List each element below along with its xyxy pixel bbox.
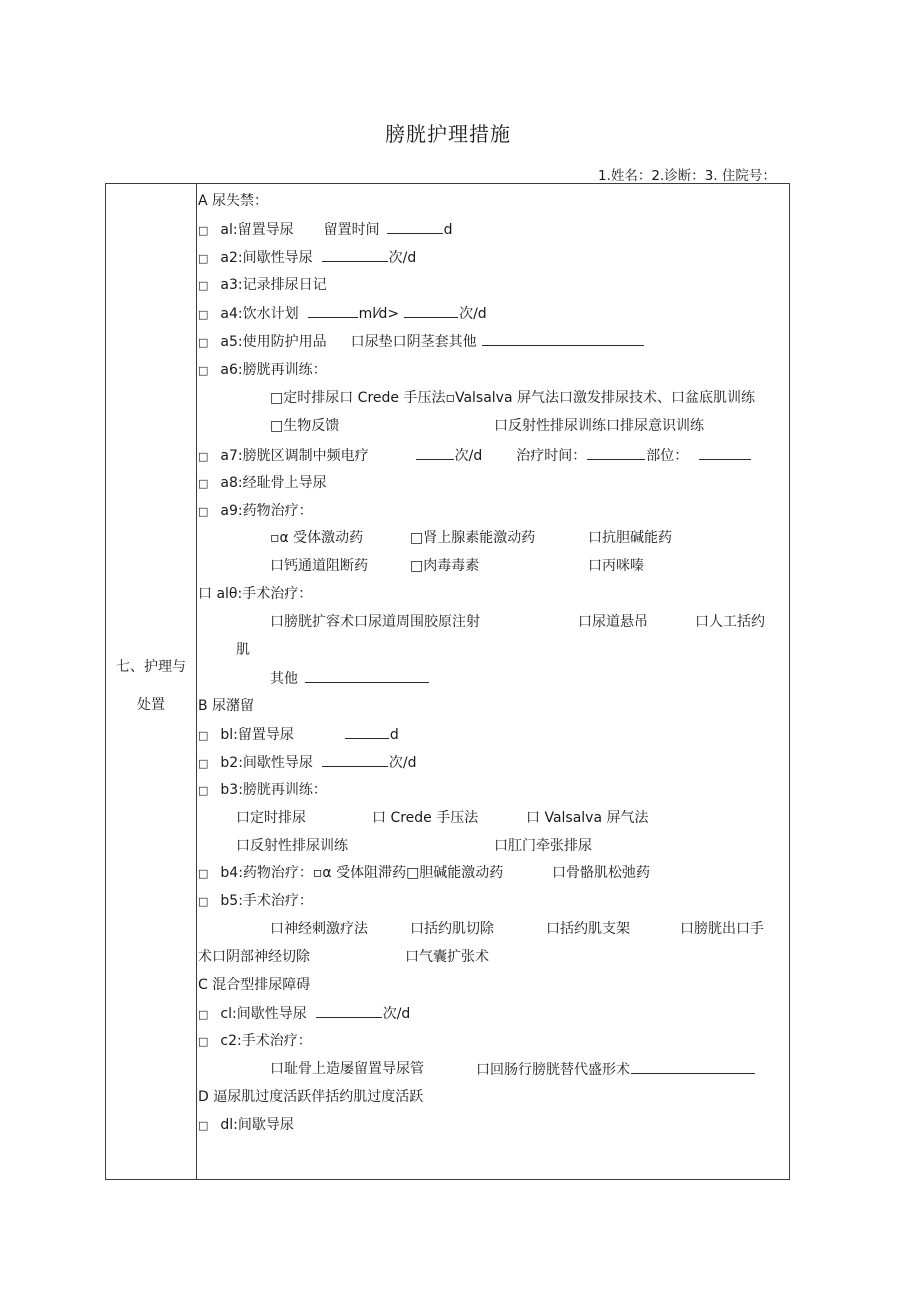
item-b5-option-nerve-stim[interactable]: 口神经刺激疗法 [270, 921, 368, 937]
column-divider [196, 183, 197, 1180]
item-a5-options[interactable]: 口尿垫口阴茎套其他 [350, 334, 477, 350]
item-a7-site-label: 部位： [646, 448, 689, 464]
item-a7-label: a7:膀胱区调制中频电疗 [220, 448, 369, 464]
checkbox[interactable]: □ [198, 252, 209, 265]
checkbox[interactable]: □ [198, 505, 209, 518]
checkbox[interactable]: □ [198, 450, 209, 463]
item-a2-label: a2:间歇性导尿 [220, 250, 313, 266]
item-a1-unit: d [443, 222, 453, 238]
checkbox[interactable]: □ [198, 1008, 209, 1021]
item-a3-label: a3:记录排尿日记 [220, 277, 327, 293]
checkbox[interactable]: □ [198, 224, 209, 237]
page-title: 膀胱护理措施 [385, 122, 511, 146]
item-a10-option-wrap: 肌 [236, 642, 250, 658]
item-a4-volume-blank[interactable] [308, 303, 358, 318]
item-a9 [198, 501, 313, 522]
checkbox[interactable]: □ [198, 895, 209, 908]
section-label [106, 648, 196, 724]
item-b3-option-anal-stretch[interactable]: 口肛门牵张排尿 [494, 838, 592, 854]
item-b4 [198, 863, 503, 884]
item-a6 [198, 360, 327, 381]
item-a7-unit: 次/d [454, 448, 483, 464]
item-a10-option-expansion[interactable]: 口膀胱扩容术口尿道周围胶原注射 [270, 614, 480, 630]
item-b1-unit: d [389, 727, 399, 743]
item-d1-label: dl:间歇导尿 [220, 1117, 294, 1133]
heading-urinary-retention: B 尿潴留 [198, 698, 255, 714]
item-b1 [198, 724, 399, 746]
item-a4 [198, 303, 487, 325]
section-label-line1: 七、护理与 [116, 659, 186, 675]
item-b3 [198, 780, 327, 801]
item-a10-option-sling[interactable]: 口尿道悬吊 [578, 614, 648, 630]
item-a1-label: al:留置导尿 [220, 222, 294, 238]
item-a9-drug-calcium[interactable]: 口钙通道阻断药 [270, 558, 368, 574]
item-b2-label: b2:间歇性导尿 [220, 755, 313, 771]
item-b3-option-valsalva[interactable]: 口 Valsalva 屏气法 [526, 810, 649, 826]
item-b5-option-balloon[interactable]: 口气囊扩张术 [405, 949, 489, 965]
item-a4-unit2: 次/d [459, 306, 487, 322]
item-a5 [198, 331, 645, 353]
checkbox[interactable]: □ [198, 336, 209, 349]
item-b5-option-pudendal[interactable]: 术口阴部神经切除 [198, 949, 310, 965]
item-b5-option-sphincterotomy[interactable]: 口括约肌切除 [410, 921, 494, 937]
item-a5-label: a5:使用防护用品 [220, 334, 327, 350]
item-a7-site-blank[interactable] [699, 445, 751, 460]
item-a10-other-label: 其他 [270, 671, 298, 687]
item-d1 [198, 1115, 294, 1136]
item-a10-other [270, 668, 430, 689]
item-a4-label: a4:饮水计划 [220, 306, 299, 322]
item-a9-drug-adrenergic[interactable]: □肾上腺素能激动药 [410, 530, 536, 546]
item-b4-option-muscle-relaxant[interactable]: 口骨骼肌松弛药 [552, 865, 650, 881]
item-a10-option-sphincter[interactable]: 口人工括约 [695, 614, 765, 630]
item-c2-option-ileal [476, 1059, 756, 1080]
item-a7-time-label: 治疗时间： [516, 448, 587, 464]
item-b5-label: b5:手术治疗： [220, 893, 313, 909]
item-b5-option-outlet[interactable]: 口膀胱出口手 [680, 921, 764, 937]
item-c1 [198, 1003, 410, 1025]
item-b1-label: bl:留置导尿 [220, 727, 294, 743]
item-c1-label: cl:间歇性导尿 [220, 1006, 307, 1022]
checkbox[interactable]: □ [198, 1035, 209, 1048]
item-a4-unit1: ml⁄d> [358, 306, 400, 322]
item-c1-blank[interactable] [316, 1003, 382, 1018]
item-b4-label[interactable]: b4:药物治疗：▫α 受体阻滞药□胆碱能激动药 [220, 865, 504, 881]
item-b3-label: b3:膀胱再训练： [220, 782, 327, 798]
item-a9-drug-alpha[interactable]: ▫α 受体激动药 [270, 530, 364, 546]
checkbox[interactable]: □ [198, 1119, 209, 1132]
item-a6-options-row2[interactable]: 口反射性排尿训练口排尿意识训练 [494, 418, 704, 434]
item-a1 [198, 219, 452, 241]
item-b2-unit: 次/d [388, 755, 417, 771]
item-b3-option-timed[interactable]: 口定时排尿 [236, 810, 306, 826]
item-a9-drug-anticholinergic[interactable]: 口抗胆碱能药 [588, 530, 672, 546]
patient-info-line: 1.姓名：2.诊断：3. 住院号： [598, 168, 776, 184]
item-b2 [198, 752, 417, 774]
item-a7 [198, 445, 752, 467]
item-a1-duration-blank[interactable] [387, 219, 443, 234]
item-a9-drug-botulinum[interactable]: □肉毒毒素 [410, 558, 480, 574]
item-b2-blank[interactable] [322, 752, 388, 767]
item-c2-option-cystostomy[interactable]: 口耻骨上造屡留置导尿管 [270, 1061, 424, 1077]
item-a9-drug-imipramine[interactable]: 口丙咪嗪 [588, 558, 644, 574]
item-c2-ileal-blank[interactable] [631, 1059, 755, 1074]
item-c2-option-ileal-label[interactable]: 口回肠行膀胱替代盛形术 [476, 1062, 630, 1078]
item-a7-time-blank[interactable] [587, 445, 645, 460]
item-a9-label: a9:药物治疗： [220, 503, 313, 519]
item-a1-duration-label: 留置时间 [323, 222, 380, 238]
heading-urinary-incontinence: A 尿失禁： [198, 193, 269, 209]
checkbox[interactable]: □ [198, 477, 209, 490]
item-b3-option-reflex[interactable]: 口反射性排尿训练 [236, 838, 348, 854]
checkbox[interactable]: □ [198, 784, 209, 797]
item-b3-option-crede[interactable]: 口 Crede 手压法 [372, 810, 479, 826]
checkbox[interactable]: □ [198, 757, 209, 770]
item-a4-times-blank[interactable] [404, 303, 458, 318]
item-a10-label[interactable]: 口 alθ:手术治疗： [198, 586, 313, 602]
item-a2 [198, 247, 416, 269]
item-c2-label: c2:手术治疗： [220, 1033, 312, 1049]
checkbox[interactable]: □ [198, 308, 209, 321]
section-label-line2: 处置 [137, 697, 165, 713]
heading-dyssynergia: D 逼尿肌过度活跃伴括约肌过度活跃 [198, 1089, 424, 1105]
checkbox[interactable]: □ [198, 364, 209, 377]
item-b1-blank[interactable] [345, 724, 389, 739]
item-a7-times-blank[interactable] [416, 445, 454, 460]
item-a10-other-blank[interactable] [305, 668, 429, 683]
item-a8-label: a8:经耻骨上导尿 [220, 475, 327, 491]
item-c1-unit: 次/d [382, 1006, 411, 1022]
item-a5-other-blank[interactable] [482, 331, 644, 346]
item-a6-label: a6:膀胱再训练： [220, 362, 327, 378]
item-a6-options-row1[interactable]: □定时排尿口 Crede 手压法▫Valsalva 屏气法口激发排尿技术、口盆底肌训练 [270, 390, 755, 406]
checkbox[interactable]: □ [198, 729, 209, 742]
item-b5 [198, 891, 313, 912]
item-c2 [198, 1031, 312, 1052]
item-a2-blank[interactable] [322, 247, 388, 262]
item-a6-biofeedback[interactable]: □生物反馈 [270, 418, 340, 434]
item-a2-unit: 次/d [388, 250, 417, 266]
heading-mixed-dysfunction: C 混合型排尿障碍 [198, 977, 311, 993]
checkbox[interactable]: □ [198, 279, 209, 292]
checkbox[interactable]: □ [198, 867, 209, 880]
item-b5-option-stent[interactable]: 口括约肌支架 [546, 921, 630, 937]
item-a3 [198, 275, 327, 296]
item-a8 [198, 473, 327, 494]
